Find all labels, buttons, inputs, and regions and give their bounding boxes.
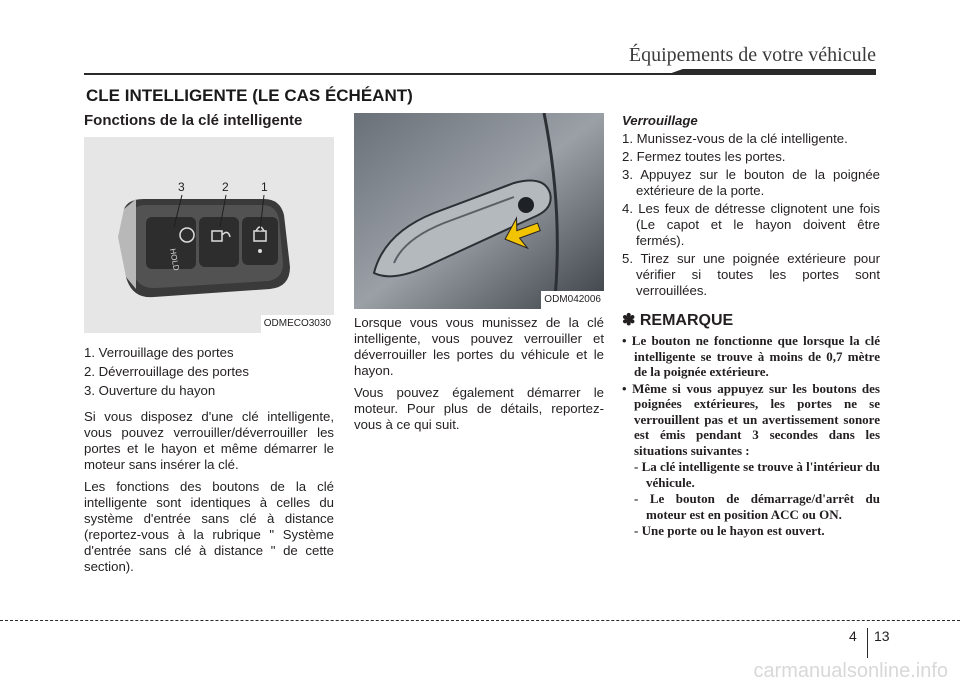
watermark: carmanualsonline.info — [753, 660, 948, 682]
header-rule-accent — [666, 69, 876, 75]
list-item: 3. Ouverture du hayon — [84, 383, 216, 398]
smart-key-illustration — [84, 137, 334, 333]
note-title: ✽ REMARQUE — [622, 312, 734, 329]
subheading: Fonctions de la clé intelligente — [84, 112, 303, 129]
chapter-number: 4 — [849, 628, 857, 644]
step-item: 2. Fermez toutes les portes. — [622, 149, 786, 164]
paragraph: Lorsque vous vous munissez de la clé intelligente, vous pouvez verrouiller et déverrouiller les portes du véhicule et le hayon. — [354, 315, 604, 378]
note-bullet: • Le bouton ne fonctionne que lorsque la clé intelligente se trouve à moins de 0,7 mètre de la poignée extérieure. — [622, 333, 880, 379]
paragraph: Les fonctions des boutons de la clé intelligente sont identiques à celles du système d'entrée sans clé à distance (reportez-vous à la rubrique " Système d'entrée sans clé à distance " de cette section). — [84, 479, 334, 574]
step-item: 5. Tirez sur une poignée extérieure pour vérifier si toutes les portes sont verrouillées. — [622, 251, 880, 298]
step-item: 4. Les feux de détresse clignotent une fois (Le capot et le hayon doivent être fermés). — [622, 201, 880, 248]
door-handle-illustration — [354, 113, 604, 309]
column-2 — [354, 113, 604, 439]
page-number-divider — [867, 628, 868, 658]
list-item: 1. Verrouillage des portes — [84, 345, 234, 360]
footer-dashed-rule — [0, 620, 960, 621]
subheading-verrouillage: Verrouillage — [622, 113, 698, 128]
page-number: 13 — [874, 628, 890, 644]
locking-steps — [622, 131, 880, 299]
section-title: CLE INTELLIGENTE (LE CAS ÉCHÉANT) — [86, 86, 413, 105]
step-item: 1. Munissez-vous de la clé intelligente. — [622, 131, 848, 146]
callout-3: 3 — [178, 180, 185, 194]
note-dash-item: - Le bouton de démarrage/d'arrêt du moteur est en position ACC ou ON. — [634, 491, 880, 522]
paragraph: Vous pouvez également démarrer le moteur. Pour plus de détails, reportez-vous à ce qui suit. — [354, 385, 604, 432]
note-dash-item: - La clé intelligente se trouve à l'intérieur du véhicule. — [634, 459, 880, 490]
step-item: 3. Appuyez sur le bouton de la poignée extérieure de la porte. — [622, 167, 880, 198]
note-bullet: • Même si vous appuyez sur les boutons des poignées extérieures, les portes ne se verrouillent pas et un avertissement sonore est émis pendant 3 secondes dans les situations suivantes : — [622, 380, 880, 458]
column-1 — [84, 113, 334, 581]
page-header-title: Équipements de votre véhicule — [628, 44, 876, 66]
callout-1: 1 — [261, 180, 268, 194]
list-item: 2. Déverrouillage des portes — [84, 364, 249, 379]
note-box — [622, 333, 880, 539]
figure-caption: ODMECO3030 — [261, 315, 334, 333]
figure-caption: ODM042006 — [541, 291, 604, 309]
smart-key-figure — [84, 137, 334, 333]
column-3 — [622, 113, 880, 540]
callout-2: 2 — [222, 180, 229, 194]
note-dash-item: - Une porte ou le hayon est ouvert. — [634, 523, 825, 538]
door-handle-figure — [354, 113, 604, 309]
button-list — [84, 345, 334, 399]
paragraph: Si vous disposez d'une clé intelligente, vous pouvez verrouiller/déverrouiller les portes et le hayon et même démarrer le moteur sans insérer la clé. — [84, 409, 334, 472]
hold-label: HOLD — [168, 247, 181, 272]
